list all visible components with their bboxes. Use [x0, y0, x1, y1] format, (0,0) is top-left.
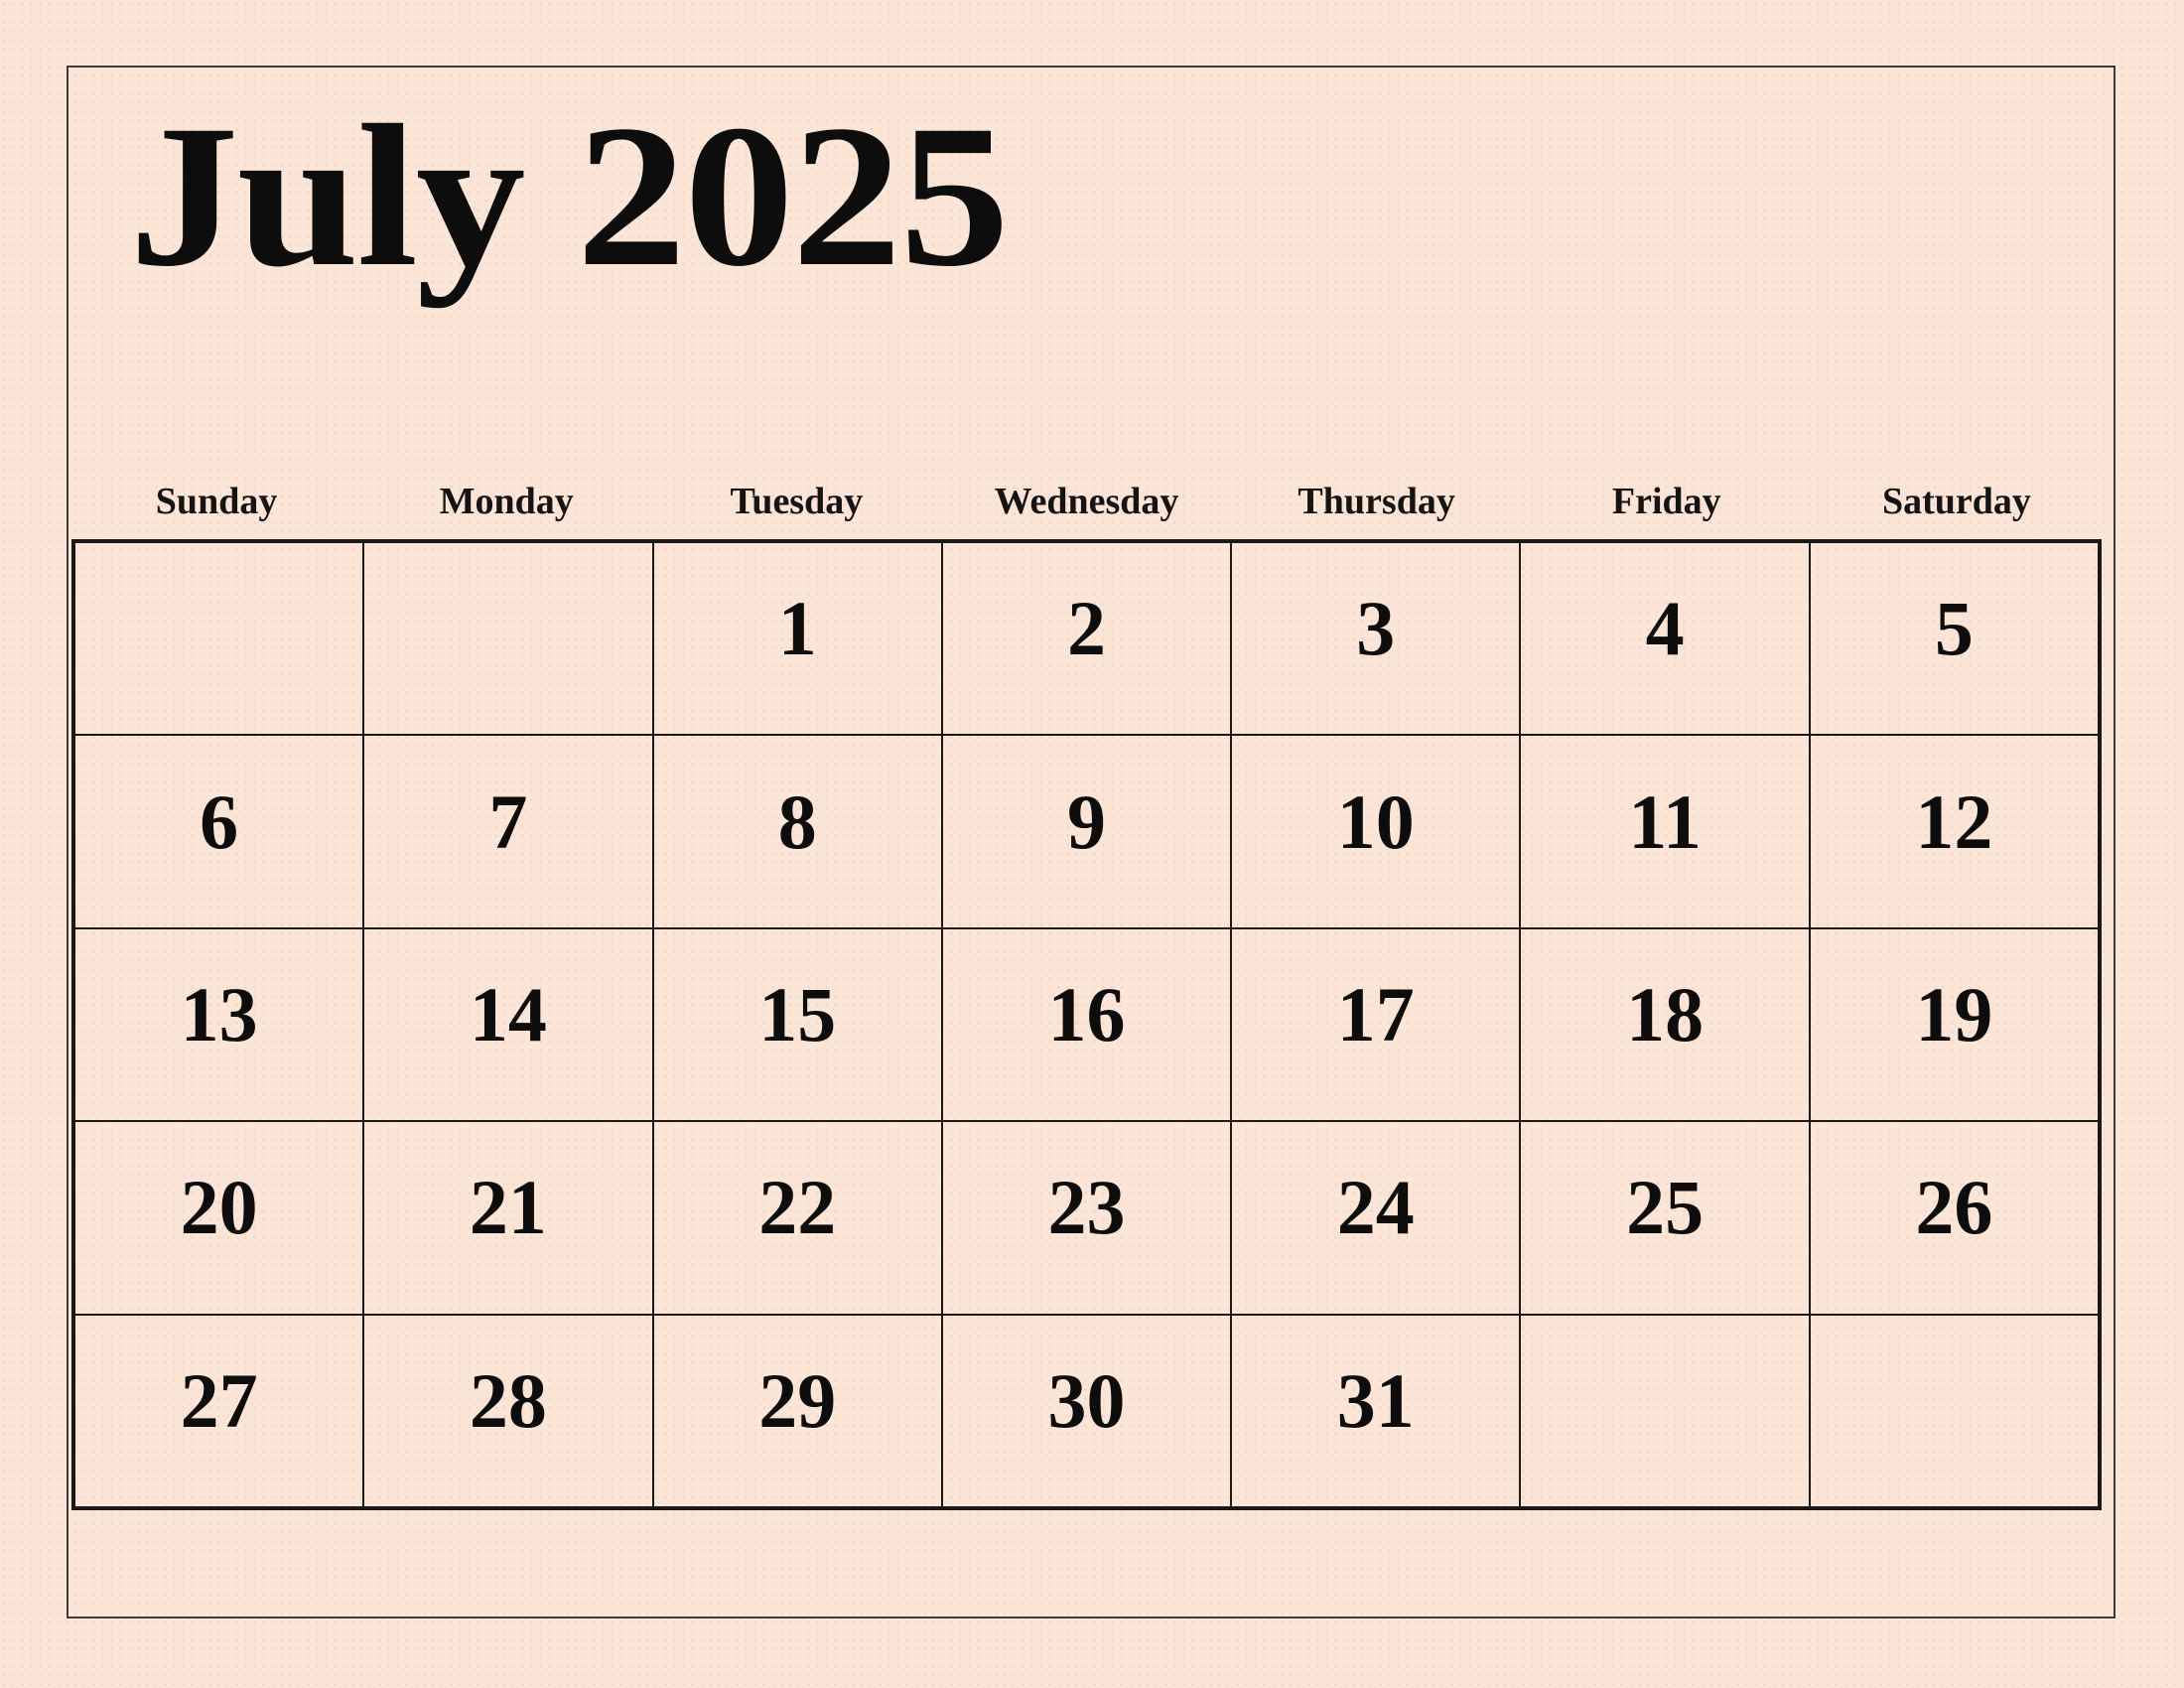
day-cell-17 — [1231, 928, 1520, 1121]
day-cell-25 — [1520, 1121, 1809, 1314]
day-number: 18 — [1626, 970, 1705, 1057]
day-cell-18 — [1520, 928, 1809, 1121]
day-cell-1 — [653, 542, 942, 735]
empty-day-cell — [363, 542, 652, 735]
day-number: 22 — [758, 1164, 837, 1251]
calendar-title: July 2025 — [129, 83, 1008, 309]
day-cell-2 — [942, 542, 1231, 735]
day-cell-9 — [942, 735, 1231, 927]
day-cell-19 — [1810, 928, 2099, 1121]
day-cell-28 — [363, 1315, 652, 1507]
day-number: 4 — [1645, 585, 1685, 672]
day-cell-10 — [1231, 735, 1520, 927]
day-number: 8 — [777, 777, 817, 865]
day-number: 29 — [758, 1356, 837, 1444]
day-number: 28 — [469, 1356, 547, 1444]
day-cell-5 — [1810, 542, 2099, 735]
day-number: 27 — [180, 1356, 258, 1444]
day-cell-11 — [1520, 735, 1809, 927]
day-cell-3 — [1231, 542, 1520, 735]
day-number: 1 — [777, 585, 817, 672]
weekday-header-saturday: Saturday — [1881, 480, 2031, 522]
day-number: 23 — [1047, 1164, 1126, 1251]
day-number: 31 — [1336, 1356, 1415, 1444]
day-number: 30 — [1047, 1356, 1126, 1444]
day-number: 21 — [469, 1164, 547, 1251]
day-number: 13 — [180, 970, 258, 1057]
day-cell-22 — [653, 1121, 942, 1314]
weekday-header-monday: Monday — [439, 480, 574, 522]
day-cell-16 — [942, 928, 1231, 1121]
weekday-header-sunday: Sunday — [155, 480, 278, 522]
day-number: 7 — [488, 777, 528, 865]
empty-day-cell — [74, 542, 363, 735]
day-cell-23 — [942, 1121, 1231, 1314]
day-cell-13 — [74, 928, 363, 1121]
day-cell-29 — [653, 1315, 942, 1507]
day-cell-15 — [653, 928, 942, 1121]
day-cell-20 — [74, 1121, 363, 1314]
day-number: 25 — [1626, 1164, 1705, 1251]
day-number: 5 — [1934, 585, 1974, 672]
weekday-header-wednesday: Wednesday — [994, 480, 1179, 522]
weekday-header-row — [71, 463, 2102, 539]
weekday-header-friday: Friday — [1611, 480, 1721, 522]
day-number: 16 — [1047, 970, 1126, 1057]
day-number: 12 — [1915, 777, 1993, 865]
day-number: 3 — [1356, 585, 1396, 672]
empty-day-cell — [1810, 1315, 2099, 1507]
day-number: 14 — [469, 970, 547, 1057]
weekday-header-tuesday: Tuesday — [730, 480, 864, 522]
day-cell-4 — [1520, 542, 1809, 735]
day-number: 26 — [1915, 1164, 1993, 1251]
day-number: 9 — [1066, 777, 1106, 865]
day-number: 17 — [1336, 970, 1415, 1057]
day-number: 20 — [180, 1164, 258, 1251]
day-cell-12 — [1810, 735, 2099, 927]
day-number: 11 — [1628, 777, 1702, 865]
day-number: 24 — [1336, 1164, 1415, 1251]
day-cell-8 — [653, 735, 942, 927]
weekday-header-thursday: Thursday — [1297, 480, 1455, 522]
empty-day-cell — [1520, 1315, 1809, 1507]
day-number: 19 — [1915, 970, 1993, 1057]
day-cell-21 — [363, 1121, 652, 1314]
day-number: 6 — [200, 777, 239, 865]
day-number: 2 — [1066, 585, 1106, 672]
day-cell-27 — [74, 1315, 363, 1507]
day-number: 10 — [1336, 777, 1415, 865]
day-cell-31 — [1231, 1315, 1520, 1507]
day-cell-26 — [1810, 1121, 2099, 1314]
calendar-grid — [71, 539, 2102, 1510]
day-cell-14 — [363, 928, 652, 1121]
day-cell-24 — [1231, 1121, 1520, 1314]
day-cell-7 — [363, 735, 652, 927]
day-number: 15 — [758, 970, 837, 1057]
day-cell-30 — [942, 1315, 1231, 1507]
day-cell-6 — [74, 735, 363, 927]
